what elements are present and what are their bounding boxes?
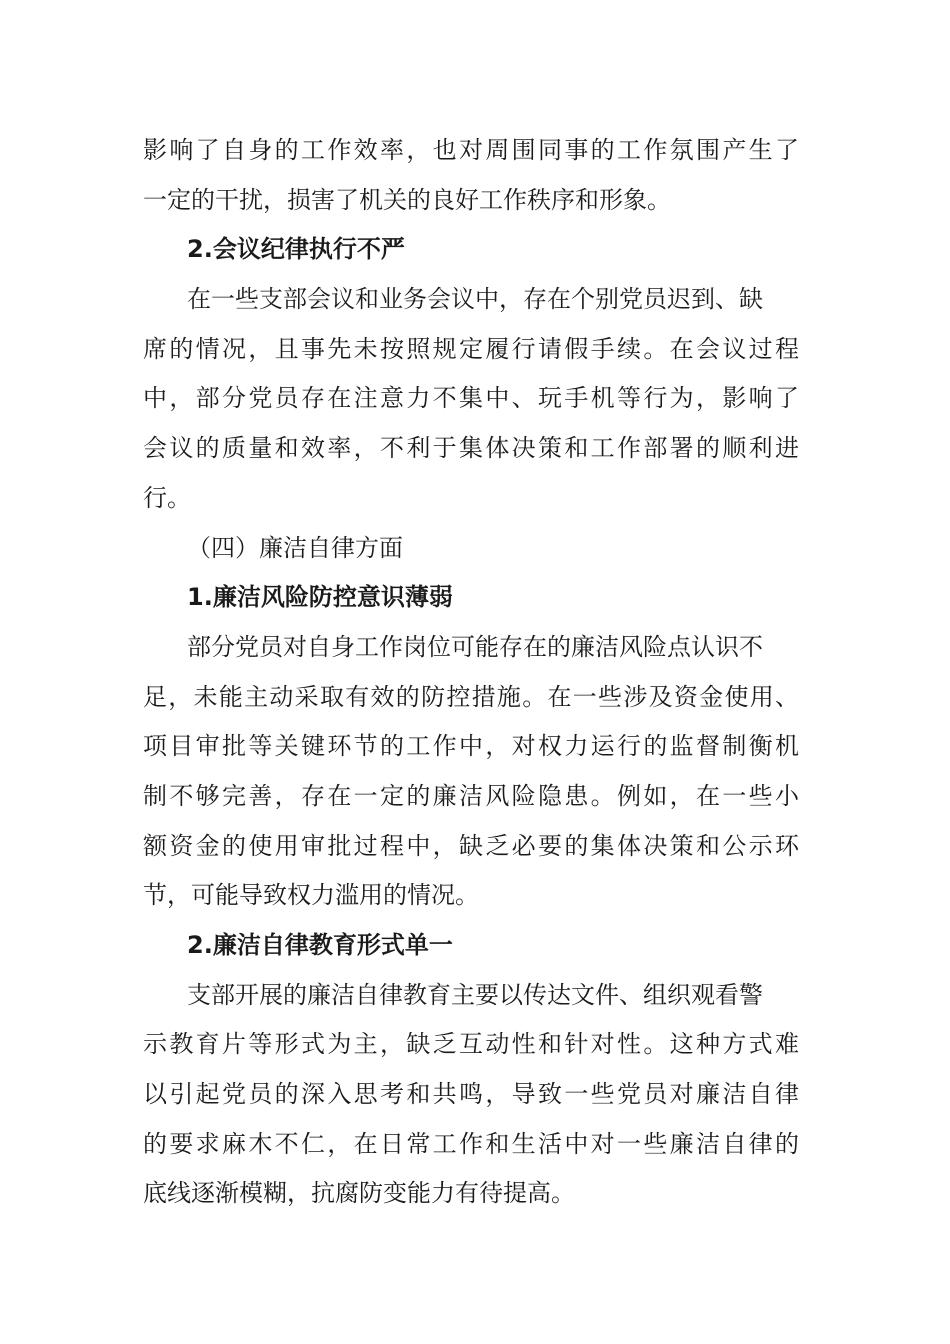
paragraph-line: 部分党员对自身工作岗位可能存在的廉洁风险点认识不 bbox=[187, 632, 763, 661]
subsection-heading: 1.廉洁风险防控意识薄弱 bbox=[187, 583, 453, 612]
paragraph-line: 一定的干扰，损害了机关的良好工作秩序和形象。 bbox=[143, 185, 671, 214]
subsection-heading: 2.会议纪律执行不严 bbox=[187, 235, 405, 264]
subsection-heading: 2.廉洁自律教育形式单一 bbox=[187, 931, 453, 959]
section-heading: （四）廉洁自律方面 bbox=[187, 533, 403, 562]
document-body bbox=[143, 126, 803, 1219]
paragraph-line: 行。 bbox=[143, 483, 191, 512]
paragraph-line: 节，可能导致权力滥用的情况。 bbox=[143, 881, 479, 910]
paragraph-line: 席的情况，且事先未按照规定履行请假手续。在会议过程 bbox=[143, 334, 799, 363]
paragraph-line: 的要求麻木不仁，在日常工作和生活中对一些廉洁自律的 bbox=[143, 1129, 799, 1158]
paragraph-line: 中，部分党员存在注意力不集中、玩手机等行为，影响了 bbox=[143, 384, 799, 413]
paragraph-line: 会议的质量和效率，不利于集体决策和工作部署的顺利进 bbox=[143, 434, 799, 463]
paragraph-line: 示教育片等形式为主，缺乏互动性和针对性。这种方式难 bbox=[143, 1030, 799, 1059]
paragraph-line: 额资金的使用审批过程中，缺乏必要的集体决策和公示环 bbox=[143, 831, 799, 860]
paragraph-line: 以引起党员的深入思考和共鸣，导致一些党员对廉洁自律 bbox=[143, 1080, 799, 1109]
paragraph-line: 底线逐渐模糊，抗腐防变能力有待提高。 bbox=[143, 1179, 575, 1208]
paragraph-line: 影响了自身的工作效率，也对周围同事的工作氛围产生了 bbox=[143, 136, 799, 164]
paragraph-line: 在一些支部会议和业务会议中，存在个别党员迟到、缺 bbox=[187, 285, 763, 314]
paragraph-line: 足，未能主动采取有效的防控措施。在一些涉及资金使用、 bbox=[143, 682, 799, 711]
paragraph-line: 制不够完善，存在一定的廉洁风险隐患。例如，在一些小 bbox=[143, 781, 799, 810]
paragraph-line: 支部开展的廉洁自律教育主要以传达文件、组织观看警 bbox=[187, 980, 763, 1009]
paragraph-line: 项目审批等关键环节的工作中，对权力运行的监督制衡机 bbox=[143, 732, 799, 761]
